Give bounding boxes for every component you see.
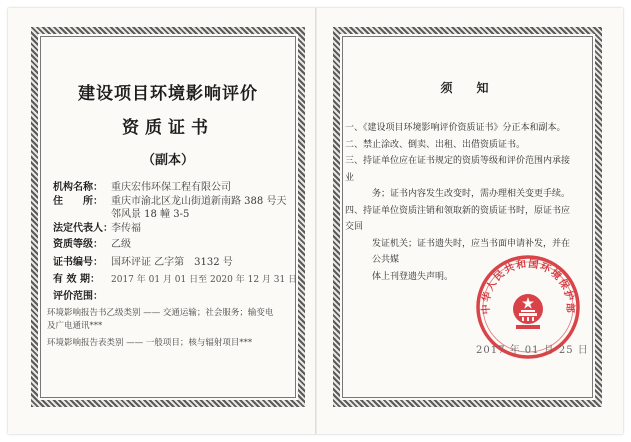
copy-label: （副本） bbox=[141, 153, 194, 168]
notice-title: 须 知 bbox=[440, 81, 495, 95]
scope-row bbox=[53, 290, 111, 303]
representative-label: 法定代表人： bbox=[53, 223, 113, 234]
validity-value: 2017 年 01 月 01 日至 2020 年 12 月 31 日 bbox=[111, 275, 298, 285]
seal-ring-text: 中华人民共和国环境保护部 bbox=[480, 258, 576, 315]
page-fold bbox=[315, 8, 317, 434]
grade-value: 乙级 bbox=[111, 239, 131, 250]
notice-item: 一、《建设项目环境影响评价资质证书》分正本和副本。 bbox=[345, 123, 566, 133]
address-row bbox=[53, 195, 111, 208]
address-label: 住 所： bbox=[53, 196, 103, 207]
certificate-number-value: 国环评证 乙字第 3132 号 bbox=[111, 257, 233, 268]
validity-label: 有 效 期： bbox=[53, 274, 100, 285]
notice-item: 四、持证单位资质注销和领取新的资质证书时，原证书应交回 bbox=[345, 205, 571, 232]
notice-item: 二、禁止涂改、倒卖、出租、出借资质证书。 bbox=[345, 139, 526, 150]
certificate-number-row bbox=[53, 256, 233, 269]
scope-line-1: 环境影响报告书乙级类别 —— 交通运输；社会服务；输变电 bbox=[47, 308, 274, 318]
certificate-title: 建设项目环境影响评价 bbox=[78, 84, 258, 104]
institution-value: 重庆宏伟环保工程有限公司 bbox=[111, 182, 231, 193]
grade-row bbox=[53, 238, 131, 251]
certificate-subtitle: 资质证书 bbox=[122, 118, 214, 138]
certificate-number-label: 证书编号： bbox=[53, 257, 103, 268]
scope-line-3: 环境影响报告表类别 —— 一般项目；核与辐射项目*** bbox=[47, 338, 253, 348]
notice-item: 三、持证单位应在证书规定的资质等级和评价范围内承接业 bbox=[345, 156, 571, 183]
representative-row bbox=[53, 222, 141, 235]
left-page bbox=[31, 27, 305, 407]
seal-date: 2017 年 01 月 25 日 bbox=[476, 345, 589, 356]
notice-item: 务；证书内容发生改变时，需办理相关变更手续。 bbox=[372, 189, 571, 199]
grade-label: 资质等级： bbox=[53, 239, 103, 250]
notice-item: 发证机关；证书遗失时，应当书面申请补发，并在公共媒 bbox=[372, 238, 571, 265]
validity-row bbox=[53, 273, 297, 287]
scope-line-2: 及广电通讯*** bbox=[47, 321, 103, 331]
notice-item: 体上刊登遗失声明。 bbox=[372, 271, 454, 282]
address-value: 重庆市渝北区龙山街道新南路 388 号天邻风景 18 幢 3-5 bbox=[111, 196, 287, 220]
institution-row bbox=[53, 181, 231, 194]
representative-value: 李传福 bbox=[111, 223, 141, 234]
scope-label: 评价范围： bbox=[53, 291, 103, 302]
institution-label: 机构名称： bbox=[53, 182, 103, 193]
